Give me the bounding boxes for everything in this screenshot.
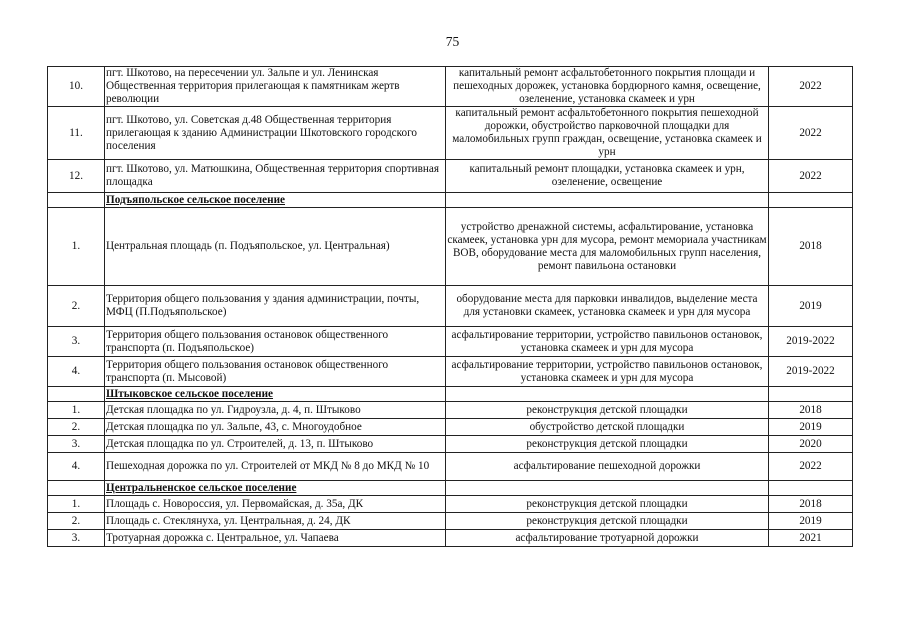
section-row	[48, 387, 853, 402]
row-works: оборудование места для парковки инвалидов, выделение места для установки скамеек, установка скамеек и урн для мусора	[446, 286, 769, 327]
row-year: 2020	[769, 436, 853, 453]
row-works: капитальный ремонт асфальтобетонного покрытия пешеходной дорожки, обустройство парковочной площадки для маломобильных групп граждан, освещение, установка скамеек и урн	[446, 107, 769, 160]
table-row	[48, 357, 853, 387]
table-row	[48, 419, 853, 436]
section-num-cell	[48, 387, 105, 402]
section-row	[48, 193, 853, 208]
row-number: 12.	[48, 160, 105, 193]
table-row	[48, 107, 853, 160]
row-year: 2018	[769, 496, 853, 513]
section-title: Штыковское сельское поселение	[105, 387, 446, 402]
row-location: Территория общего пользования у здания администрации, почты, МФЦ (П.Подъяпольское)	[105, 286, 446, 327]
row-number: 3.	[48, 327, 105, 357]
table-row	[48, 496, 853, 513]
section-row	[48, 481, 853, 496]
row-year: 2022	[769, 107, 853, 160]
row-works: реконструкция детской площадки	[446, 496, 769, 513]
row-location: пгт. Шкотово, ул. Матюшкина, Общественная территория спортивная площадка	[105, 160, 446, 193]
row-works: капитальный ремонт площадки, установка скамеек и урн, озеленение, освещение	[446, 160, 769, 193]
section-works-cell	[446, 193, 769, 208]
table-row	[48, 436, 853, 453]
row-works: асфальтирование пешеходной дорожки	[446, 453, 769, 481]
row-year: 2019	[769, 419, 853, 436]
section-num-cell	[48, 481, 105, 496]
table-row	[48, 208, 853, 286]
row-year: 2022	[769, 453, 853, 481]
row-number: 4.	[48, 357, 105, 387]
row-year: 2021	[769, 530, 853, 547]
table-row	[48, 160, 853, 193]
table-row	[48, 513, 853, 530]
row-location: Детская площадка по ул. Зальпе, 43, с. Многоудобное	[105, 419, 446, 436]
section-year-cell	[769, 193, 853, 208]
row-number: 1.	[48, 496, 105, 513]
row-number: 3.	[48, 436, 105, 453]
table-row	[48, 530, 853, 547]
row-location: пгт. Шкотово, на пересечении ул. Зальпе и ул. Ленинская Общественная территория прилегающая к памятникам жертв революции	[105, 67, 446, 107]
table-row	[48, 327, 853, 357]
table-row	[48, 286, 853, 327]
row-number: 11.	[48, 107, 105, 160]
improvement-table	[47, 66, 853, 547]
row-location: Детская площадка по ул. Строителей, д. 13, п. Штыково	[105, 436, 446, 453]
section-works-cell	[446, 481, 769, 496]
row-works: капитальный ремонт асфальтобетонного покрытия площади и пешеходных дорожек, установка бордюрного камня, освещение, озеленение, установка скамеек и урн	[446, 67, 769, 107]
table-row	[48, 67, 853, 107]
row-location: пгт. Шкотово, ул. Советская д.48 Общественная территория прилегающая к зданию Администрации Шкотовского городского поселения	[105, 107, 446, 160]
section-num-cell	[48, 193, 105, 208]
section-year-cell	[769, 481, 853, 496]
row-year: 2022	[769, 160, 853, 193]
row-location: Тротуарная дорожка с. Центральное, ул. Чапаева	[105, 530, 446, 547]
row-works: реконструкция детской площадки	[446, 402, 769, 419]
row-location: Центральная площадь (п. Подъяпольское, ул. Центральная)	[105, 208, 446, 286]
row-location: Территория общего пользования остановок общественного транспорта (п. Мысовой)	[105, 357, 446, 387]
row-works: обустройство детской площадки	[446, 419, 769, 436]
row-works: асфальтирование территории, устройство павильонов остановок, установка скамеек и урн для мусора	[446, 327, 769, 357]
row-location: Площадь с. Стеклянуха, ул. Центральная, д. 24, ДК	[105, 513, 446, 530]
row-number: 10.	[48, 67, 105, 107]
table-row	[48, 453, 853, 481]
row-year: 2018	[769, 208, 853, 286]
row-location: Территория общего пользования остановок общественного транспорта (п. Подъяпольское)	[105, 327, 446, 357]
row-location: Площадь с. Новороссия, ул. Первомайская, д. 35а, ДК	[105, 496, 446, 513]
row-works: реконструкция детской площадки	[446, 513, 769, 530]
row-number: 2.	[48, 513, 105, 530]
section-title: Центральненское сельское поселение	[105, 481, 446, 496]
row-number: 3.	[48, 530, 105, 547]
row-year: 2019-2022	[769, 327, 853, 357]
row-year: 2019-2022	[769, 357, 853, 387]
row-number: 2.	[48, 286, 105, 327]
row-number: 4.	[48, 453, 105, 481]
row-year: 2019	[769, 513, 853, 530]
table-row	[48, 402, 853, 419]
row-works: устройство дренажной системы, асфальтирование, установка скамеек, установка урн для мусора, ремонт мемориала участникам ВОВ, оборудование места для маломобильных групп населения, ремонт павильона остановки	[446, 208, 769, 286]
row-year: 2018	[769, 402, 853, 419]
section-works-cell	[446, 387, 769, 402]
row-number: 2.	[48, 419, 105, 436]
row-location: Пешеходная дорожка по ул. Строителей от МКД № 8 до МКД № 10	[105, 453, 446, 481]
row-works: асфальтирование тротуарной дорожки	[446, 530, 769, 547]
row-number: 1.	[48, 402, 105, 419]
row-number: 1.	[48, 208, 105, 286]
row-works: асфальтирование территории, устройство павильонов остановок, установка скамеек и урн для мусора	[446, 357, 769, 387]
section-year-cell	[769, 387, 853, 402]
page-number: 75	[445, 34, 460, 49]
row-year: 2019	[769, 286, 853, 327]
table-body	[48, 67, 853, 547]
row-location: Детская площадка по ул. Гидроузла, д. 4, п. Штыково	[105, 402, 446, 419]
section-title: Подъяпольское сельское поселение	[105, 193, 446, 208]
row-year: 2022	[769, 67, 853, 107]
row-works: реконструкция детской площадки	[446, 436, 769, 453]
